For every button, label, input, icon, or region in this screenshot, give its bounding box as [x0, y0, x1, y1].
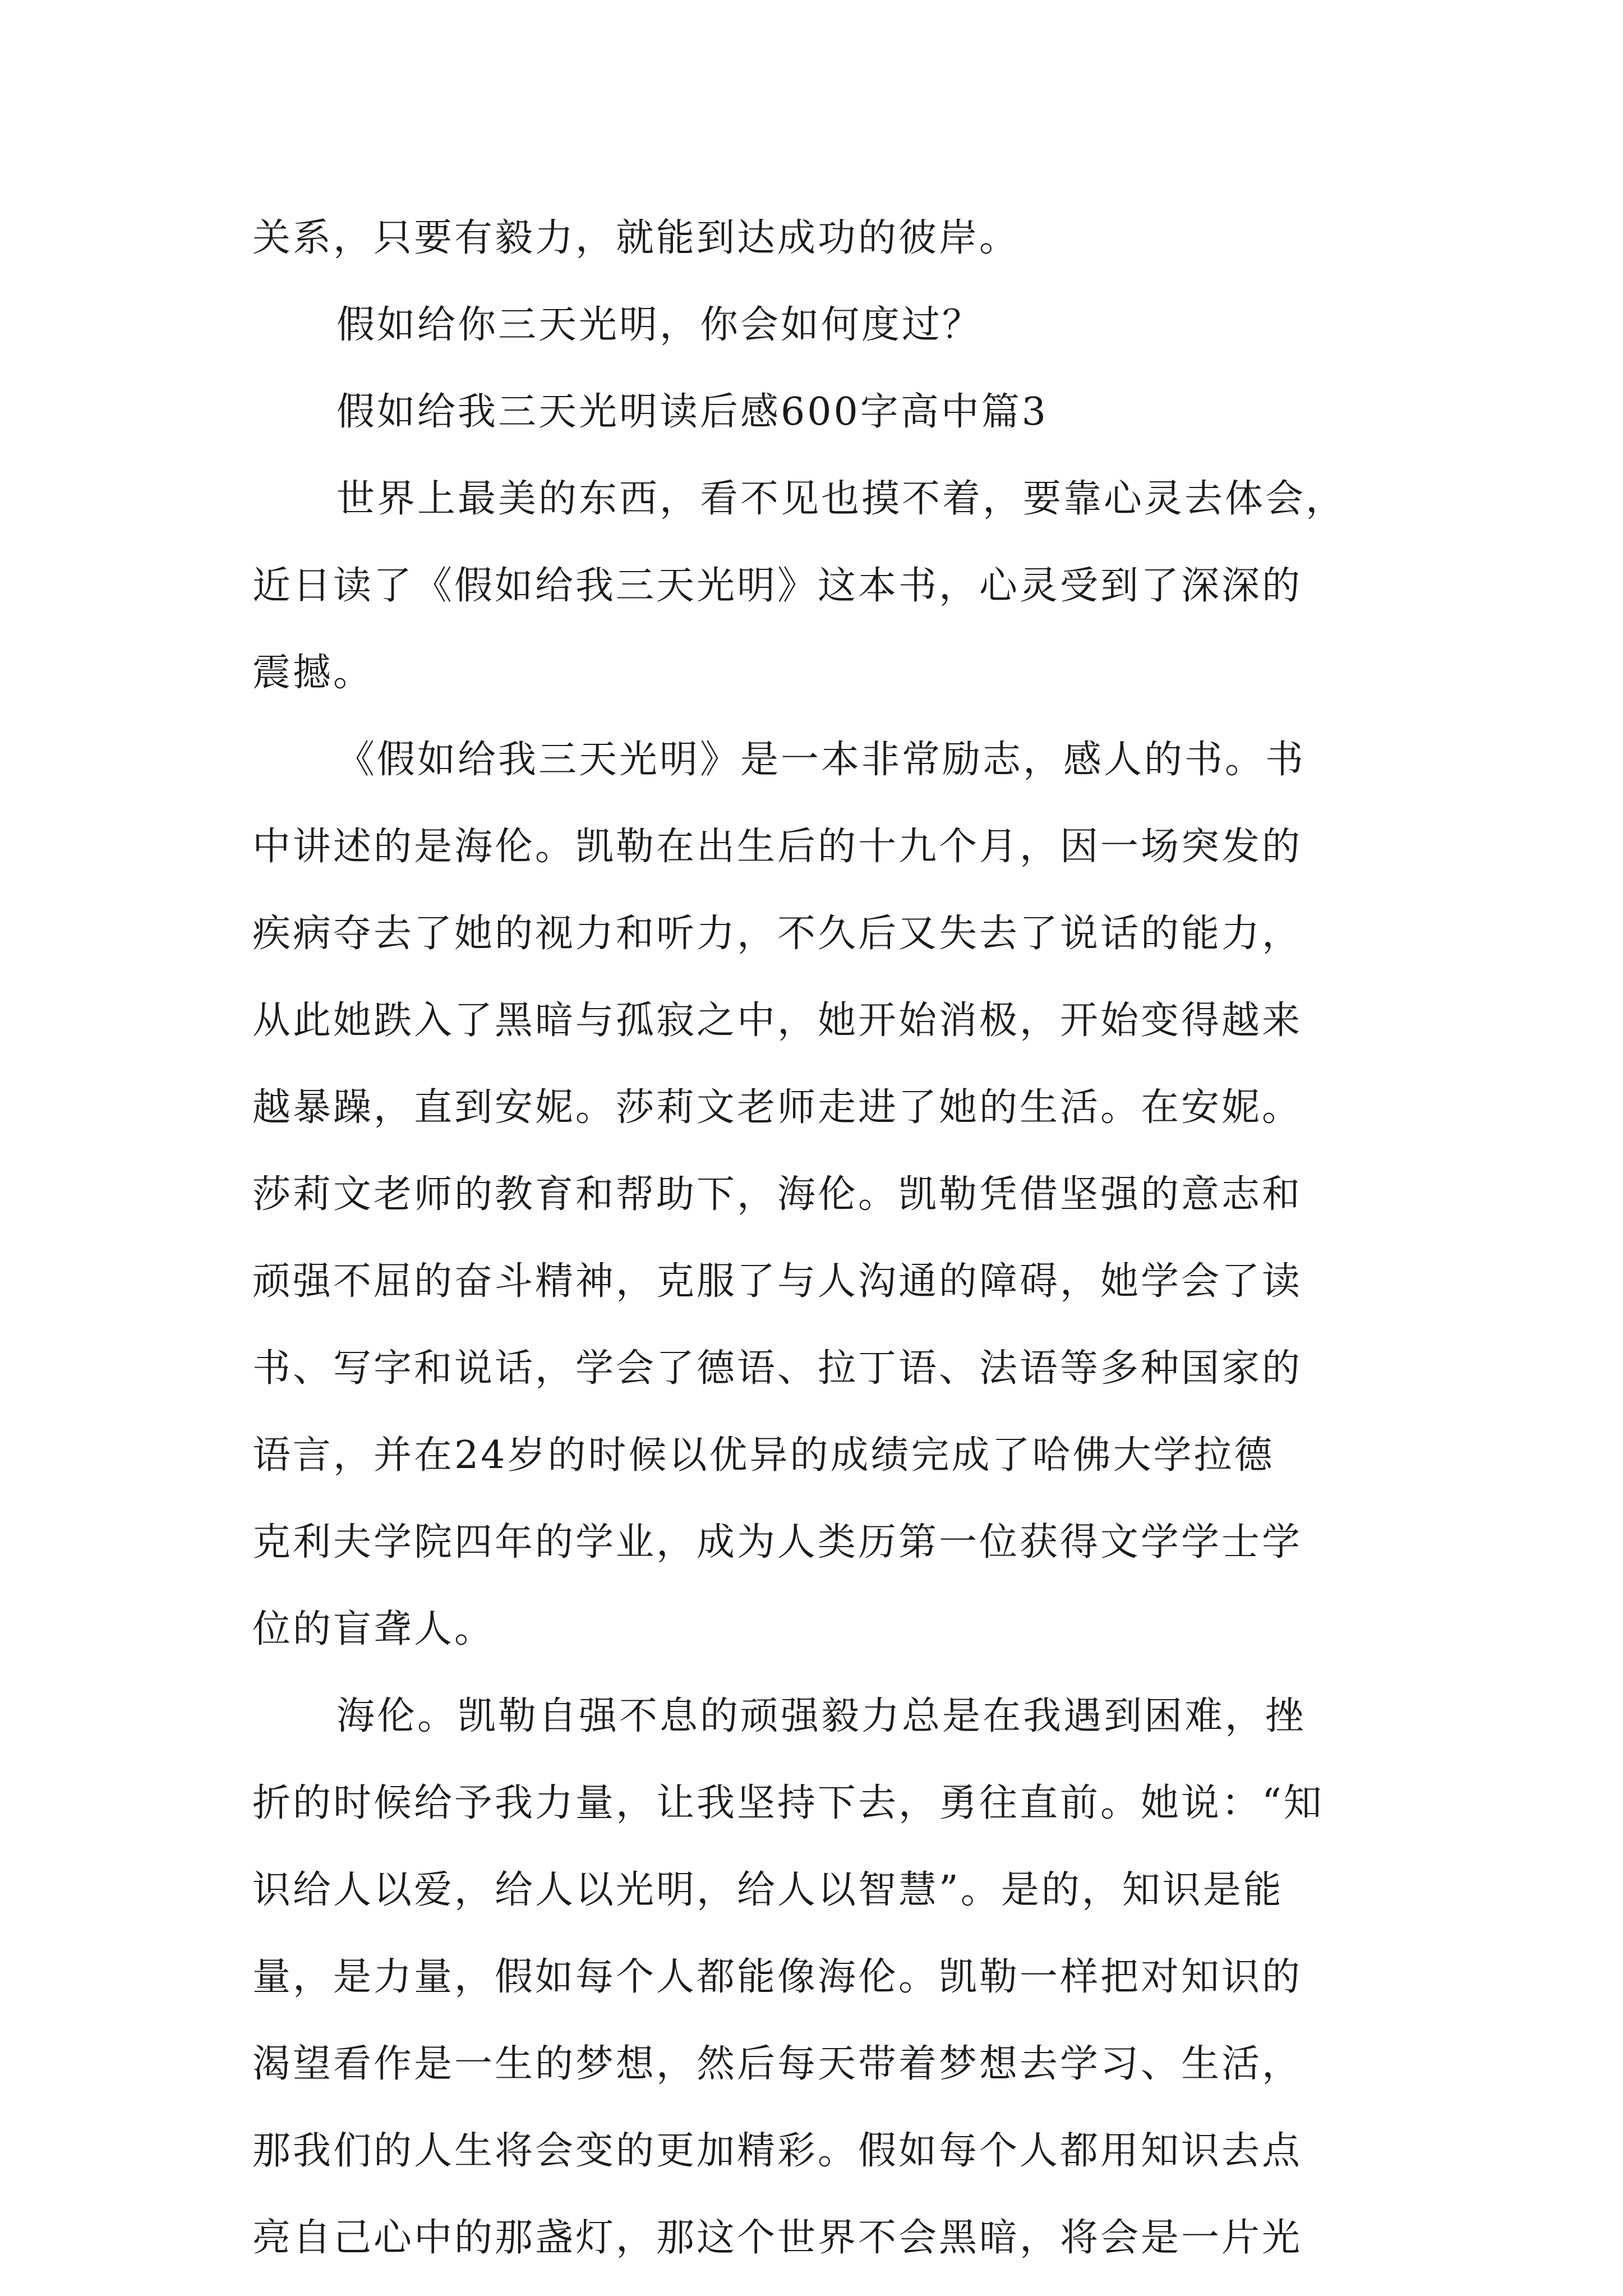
- text-line: 克利夫学院四年的学业，成为人类历第一位获得文学学士学: [252, 1520, 1303, 1565]
- text-line: 折的时候给予我力量，让我坚持下去，勇往直前。她说：“知: [252, 1781, 1324, 1825]
- text-line: 语言，并在24岁的时候以优异的成绩完成了哈佛大学拉德: [252, 1433, 1275, 1478]
- text-line: 疾病夺去了她的视力和听力，不久后又失去了说话的能力，: [252, 912, 1303, 956]
- text-line: 震撼。: [252, 651, 374, 695]
- text-line: 识给人以爱，给人以光明，给人以智慧”。是的，知识是能: [252, 1868, 1284, 1912]
- text-line: 书、写字和说话，学会了德语、拉丁语、法语等多种国家的: [252, 1346, 1303, 1391]
- text-line: 《假如给我三天光明》是一本非常励志，感人的书。书: [336, 738, 1306, 782]
- text-line: 假如给你三天光明，你会如何度过？: [336, 303, 983, 347]
- text-line: 顽强不屈的奋斗精神，克服了与人沟通的障碍，她学会了读: [252, 1259, 1303, 1304]
- text-line: 世界上最美的东西，看不见也摸不着，要靠心灵去体会，: [336, 477, 1347, 521]
- text-line: 从此她跌入了黑暗与孤寂之中，她开始消极，开始变得越来: [252, 999, 1303, 1043]
- text-line: 莎莉文老师的教育和帮助下，海伦。凯勒凭借坚强的意志和: [252, 1172, 1303, 1217]
- section-heading: 假如给我三天光明读后感600字高中篇3: [336, 390, 1049, 434]
- text-line: 中讲述的是海伦。凯勒在出生后的十九个月，因一场突发的: [252, 825, 1303, 869]
- text-line: 亮自己心中的那盏灯，那这个世界不会黑暗，将会是一片光: [252, 2216, 1303, 2260]
- text-line: 海伦。凯勒自强不息的顽强毅力总是在我遇到困难，挫: [336, 1694, 1306, 1738]
- text-line: 那我们的人生将会变的更加精彩。假如每个人都用知识去点: [252, 2129, 1303, 2173]
- text-line: 关系，只要有毅力，就能到达成功的彼岸。: [252, 216, 1020, 260]
- text-line: 量，是力量，假如每个人都能像海伦。凯勒一样把对知识的: [252, 1955, 1303, 1999]
- text-line: 位的盲聋人。: [252, 1607, 495, 1651]
- text-line: 近日读了《假如给我三天光明》这本书，心灵受到了深深的: [252, 564, 1303, 608]
- text-line: 越暴躁，直到安妮。莎莉文老师走进了她的生活。在安妮。: [252, 1085, 1303, 1130]
- text-line: 渴望看作是一生的梦想，然后每天带着梦想去学习、生活，: [252, 2042, 1303, 2086]
